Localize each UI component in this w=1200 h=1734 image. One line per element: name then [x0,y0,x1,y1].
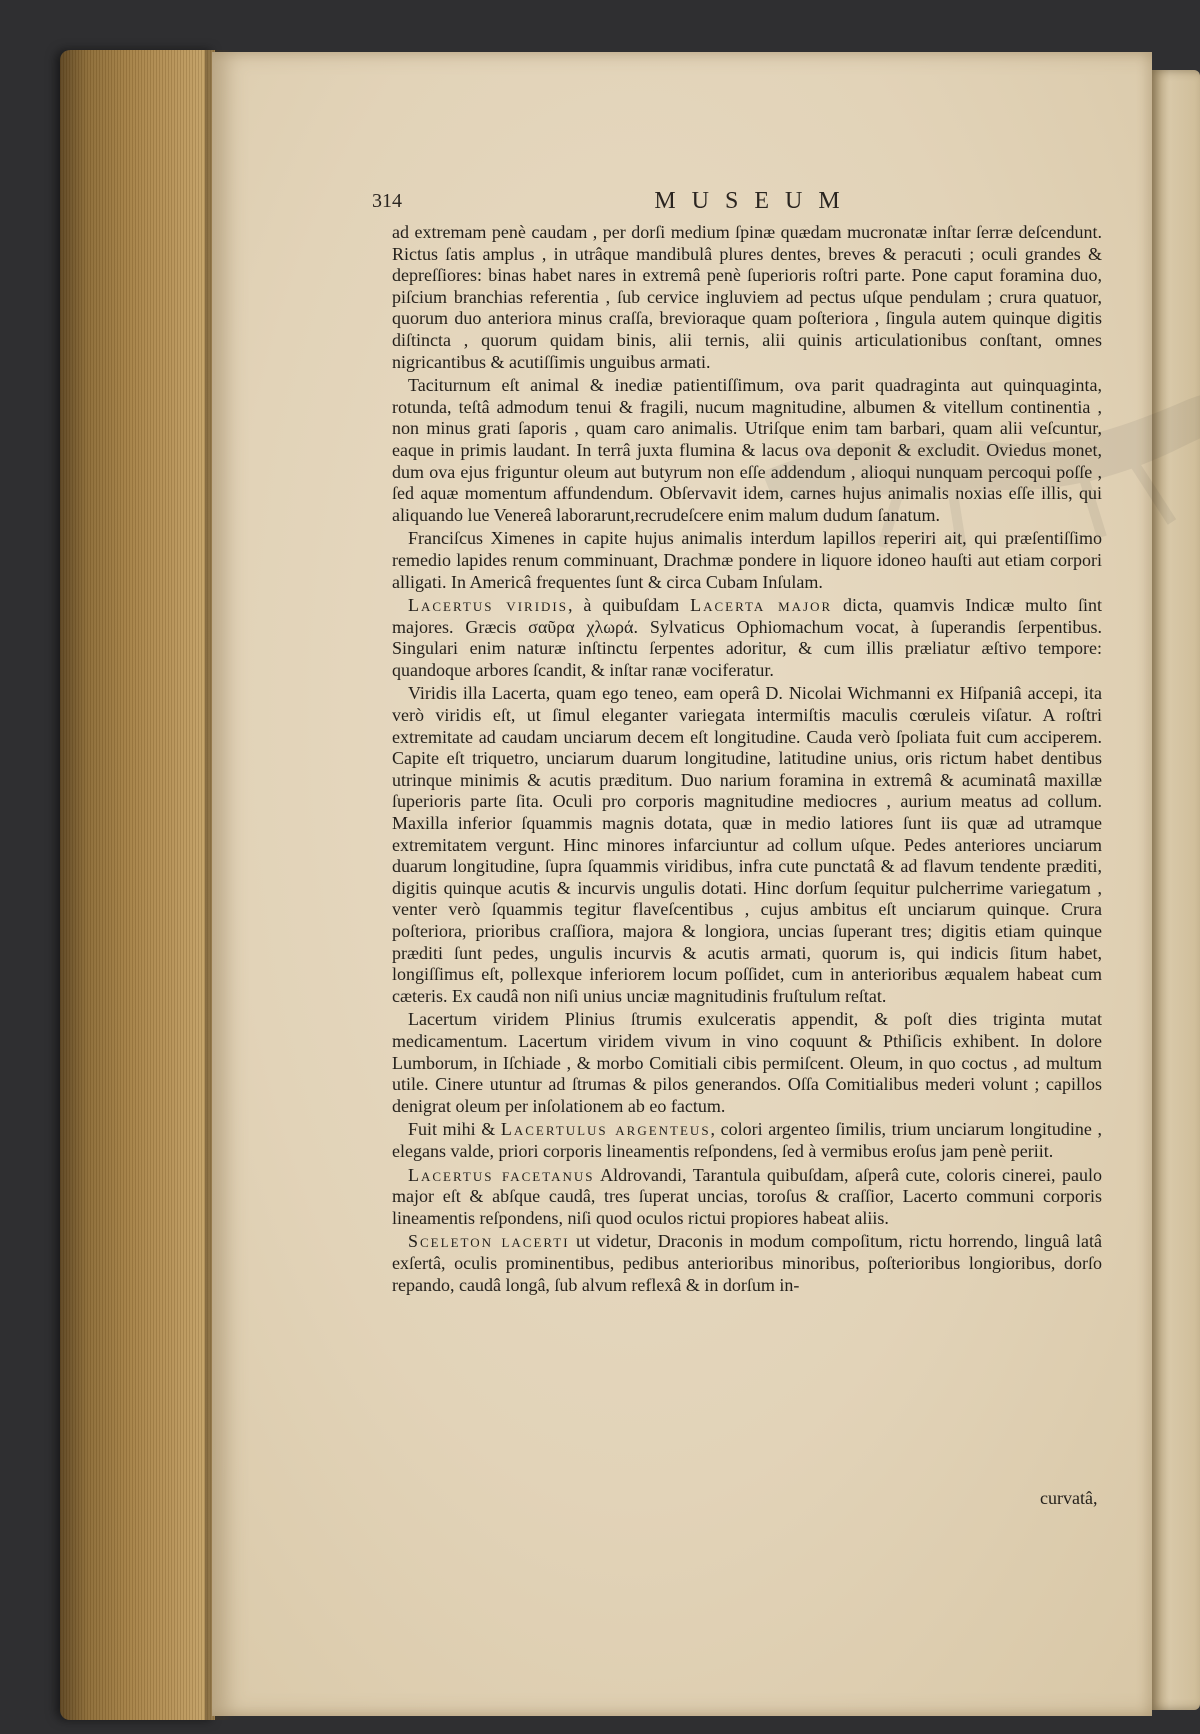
term-sceleton-lacerti: Sceleton lacerti [408,1231,570,1252]
page-edges [60,50,215,1720]
paragraph-9 [392,1231,1102,1296]
paragraph-7-text-b: , colori argenteo ſimilis, trium unciarum longitudine , elegans valde, priori corporis lineamentis reſpondens, ſed à vermibus eroſus jam penè periit. [392,1119,1102,1161]
page-header [372,188,1102,218]
paragraph-9-text: ut videtur, Draconis in modum compoſitum, rictu horrendo, linguâ latâ exſertâ, oculis prominentibus, pedibus anterioribus minoribus, poſterioribus longioribus, dorſo repando, caudâ longâ, ſub alvum reflexâ & in dorſum in- [392,1231,1102,1295]
paragraph-8-text: Aldrovandi, Tarantula quibuſdam, aſperâ cute, coloris cinerei, paulo major eſt & abſque caudâ, tres ſuperat uncias, toroſus & craſſior, Lacerto communi corporis lineamentis reſpondens, niſi quod oculos rictui propiores habeat aliis. [392,1164,1102,1228]
paragraph-7 [392,1119,1102,1162]
paragraph-4 [392,595,1102,681]
paragraph-2: Taciturnum eſt animal & inediæ patientiſſimum, ova parit quadraginta aut quinquaginta, rotunda, teſtâ admodum tenui & fragili, nucum magnitudine, albumen & vitellum continentia , non minus grati ſaporis , quam caro animalis. Utriſque enim tam barbari, quam alii veſcuntur, eaque in primis laudant. In terrâ juxta flumina & lacus ova deponit & excludit. Oviedus monet, dum ova ejus friguntur oleum aut butyrum non eſſe addendum , alioqui nunquam percoqui poſſe , ſed aquæ momentum affundendum. Obſervavit idem, carnes hujus animalis noxias eſſe illis, qui aliquando lue Venereâ laborarunt,recrudeſcere enim malum dudum ſanatum. [392,375,1102,525]
paragraph-7-text-a: Fuit mihi & [408,1119,501,1140]
paragraph-1: ad extremam penè caudam , per dorſi medium ſpinæ quædam mucronatæ inſtar ſerræ deſcendunt. Rictus ſatis amplus , in utrâque mandibulâ plures dentes, breves & peracuti ; oculi grandes & depreſſiores: binas habet nares in extremâ penè ſuperioris roſtri parte. Pone caput foramina duo, piſcium branchias referentia , ſub cervice ingluviem ad pectus uſque pendulam ; crura quatuor, quorum duo anteriora minus craſſa, brevioraque quam poſteriora , ſingula autem quinque digitis diſtincta , quorum quidam binis, alii ternis, alii quinis articulationibus conſtant, omnes nigricantibus & acutiſſimis unguibus armati. [392,222,1102,372]
term-lacertus-facetanus: Lacertus facetanus [408,1164,595,1185]
term-lacerta-major: Lacerta major [690,595,833,616]
term-lacertus-viridis: Lacertus viridis [408,595,568,616]
paragraph-4-text-a: , à quibuſdam [567,595,691,616]
paragraph-6: Lacertum viridem Plinius ſtrumis exulceratis appendit, & poſt dies triginta mutat medicamentum. Lacertum viridem vivum in vino coquunt & Pthiſicis exhibent. In dolore Lumborum, in Iſchiade , & morbo Comitiali cibis permiſcent. Oleum, in quo coctus , ad multum utile. Cinere utuntur ad ſtrumas & pilos generandos. Oſſa Comitialibus mederi volunt ; capillos denigrat oleum per inſolationem ab eo factum. [392,1009,1102,1116]
paragraph-4-text-b: dicta, quamvis Indicæ multo ſint majores. Græcis σαῦρα χλωρά. Sylvaticus Ophiomachum vocat, à ſuperandis ſerpentibus. Singulari enim naturæ inſtinctu ſerpentes adoritur, & cum illis præliatur æſtivo tempore: quandoque arbores ſcandit, & inſtar ranæ vociferatur. [392,595,1102,680]
paragraph-3: Franciſcus Ximenes in capite hujus animalis interdum lapillos reperiri ait, qui præſentiſſimo remedio lapides renum comminuant, Drachmæ pondere in liquore idoneo hauſti aut etiam corpori alligati. In Americâ frequentes ſunt & circa Cubam Inſulam. [392,528,1102,592]
term-lacertulus-argenteus: Lacertulus argenteus [500,1119,711,1140]
running-title: MUSEUM [654,188,856,214]
paragraph-8 [392,1165,1102,1230]
facing-page-edge [1150,70,1200,1710]
catchword: curvatâ, [1040,1488,1098,1508]
page-number: 314 [372,190,402,212]
paragraph-5: Viridis illa Lacerta, quam ego teneo, eam operâ D. Nicolai Wichmanni ex Hiſpaniâ accepi, ita verò viridis eſt, ut ſimul eleganter variegata intermiſtis maculis cœruleis viſatur. A roſtri extremitate ad caudam unciarum decem eſt longitudine. Cauda verò ſpoliata fuit cum acciperem. Capite eſt triquetro, unciarum duarum longitudine, latitudine unius, oris rictum habet dentibus utrinque minimis & acutis præditum. Duo narium foramina in extremâ & acuminatâ maxillæ ſuperioris parte ſita. Oculi pro corporis magnitudine mediocres , aurium meatus ad collum. Maxilla inferior ſquammis magnis dotata, quæ in medio latiores ſunt iis quæ ad utramque extremitatem vergunt. Hinc minores infarciuntur ad collum uſque. Pedes anteriores unciarum duarum longitudine, ſupra ſquammis viridibus, infra cute punctatâ & ad flavum tendente præditi, digitis quinque acutis & incurvis ungulis dotati. Hinc dorſum ſequitur pulcherrime variegatum , venter verò ſquammis tegitur flaveſcentibus , cujus ambitus eſt unciarum quinque. Crura poſteriora, prioribus craſſiora, majora & longiora, uncias ſuperant tres; digitis etiam quinque præditi ſunt pedes, ungulis incurvis & acutis armati, quorum is, qui indicis ſitum habet, longiſſimus eſt, pollexque inferiorem locum poſſidet, cum in anterioribus æqualem habeat cum cæteris. Ex caudâ non niſi unius unciæ magnitudinis fruſtulum reſtat. [392,683,1102,1006]
body-text [392,222,1102,1298]
